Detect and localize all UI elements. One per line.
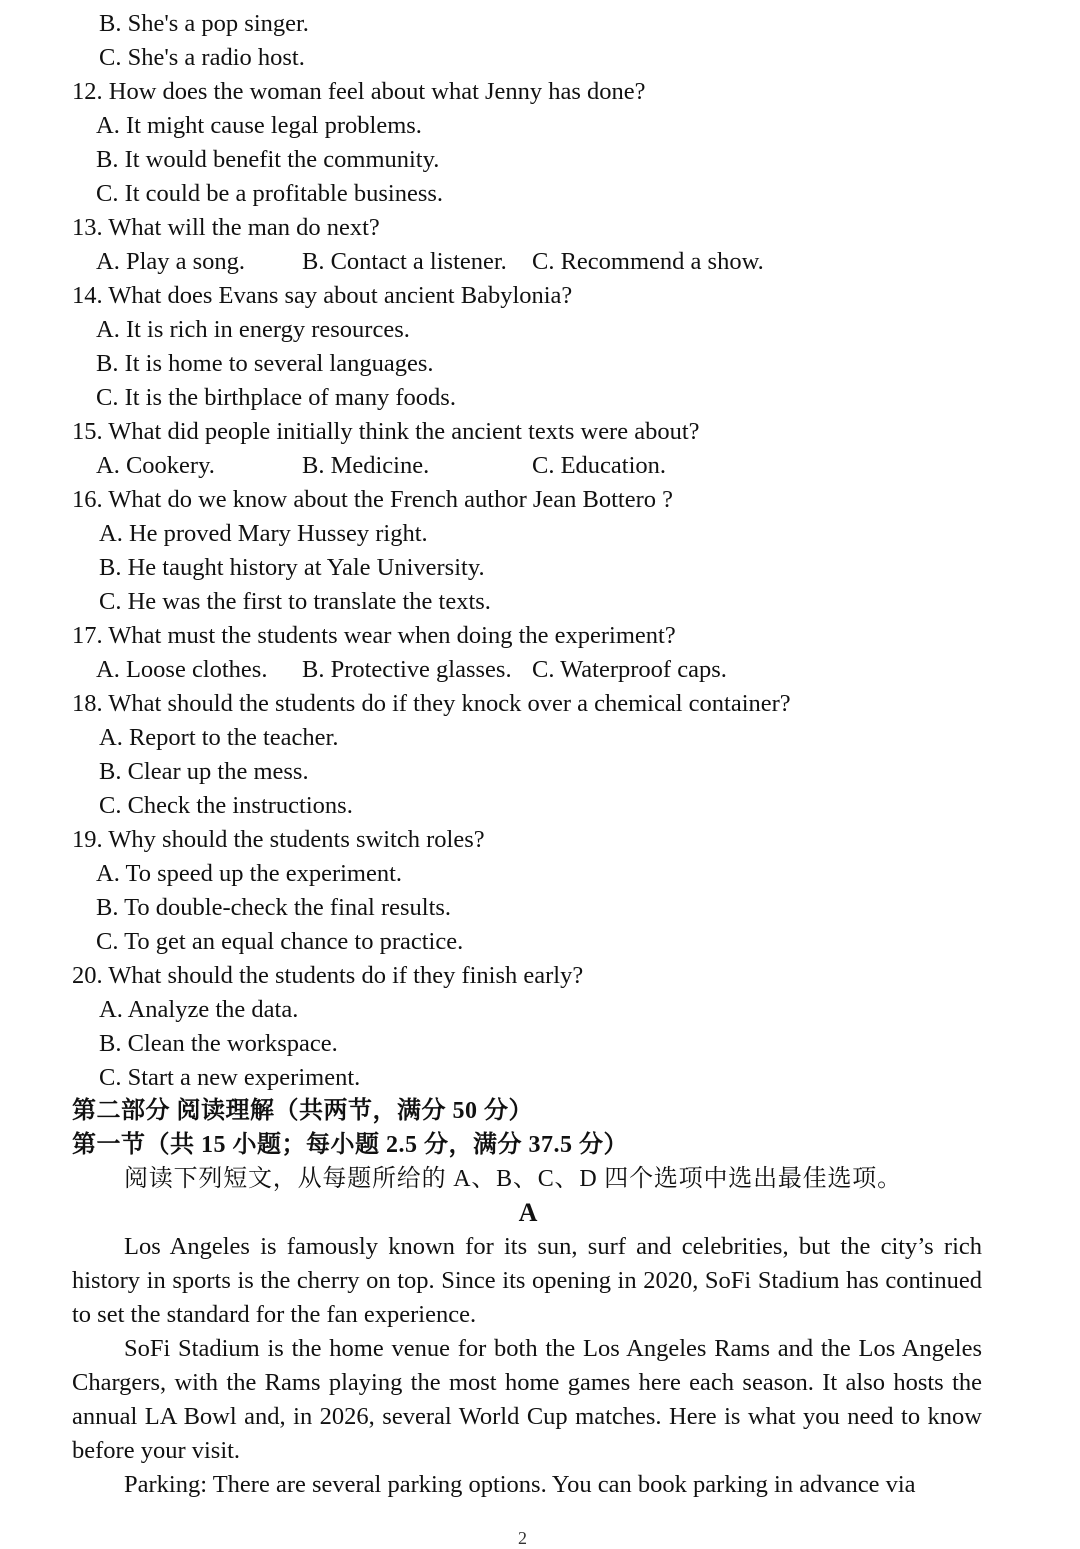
question-20-stem: 20. What should the students do if they finish early? (72, 962, 584, 989)
question-13-option-a: A. Play a song. (96, 248, 246, 275)
question-19-option-b: B. To double-check the final results. (96, 894, 452, 921)
question-17-stem: 17. What must the students wear when doing the experiment? (72, 622, 676, 649)
question-13-option-b: B. Contact a listener. (302, 248, 507, 275)
question-14-stem: 14. What does Evans say about ancient Babylonia? (72, 282, 573, 309)
passage-paragraph-2: SoFi Stadium is the home venue for both the Los Angeles Rams and the Los Angeles Chargers, with the Rams playing the most home games here each season. It also hosts the annual LA Bowl and, in 2026, several World Cup matches. Here is what you need to know before your visit. (72, 1335, 982, 1464)
question-13-stem: 13. What will the man do next? (72, 214, 380, 241)
page-number: 2 (518, 1528, 527, 1548)
question-15-option-a: A. Cookery. (96, 452, 215, 479)
question-19-option-a: A. To speed up the experiment. (96, 860, 403, 887)
passage-paragraph-1: Los Angeles is famously known for its sun, surf and celebrities, but the city’s rich history in sports is the cherry on top. Since its opening in 2020, SoFi Stadium has continued to set the standard for the fan experience. (72, 1233, 982, 1328)
question-17-option-c: C. Waterproof caps. (532, 656, 727, 683)
question-19-option-c: C. To get an equal chance to practice. (96, 928, 464, 955)
question-12-option-a: A. It might cause legal problems. (96, 112, 422, 139)
question-11-option-b: B. She's a pop singer. (99, 10, 309, 37)
part-two-heading: 第二部分 阅读理解（共两节，满分 50 分） (72, 1098, 533, 1124)
question-20-option-b: B. Clean the workspace. (99, 1030, 338, 1057)
question-20-option-a: A. Analyze the data. (99, 996, 299, 1023)
question-14-option-c: C. It is the birthplace of many foods. (96, 384, 456, 411)
question-18-option-c: C. Check the instructions. (99, 792, 353, 819)
question-12-option-b: B. It would benefit the community. (96, 146, 440, 173)
question-16-option-c: C. He was the first to translate the texts. (99, 588, 491, 615)
reading-instructions: 阅读下列短文，从每题所给的 A、B、C、D 四个选项中选出最佳选项。 (124, 1166, 902, 1192)
question-18-option-a: A. Report to the teacher. (99, 724, 339, 751)
question-17-option-a: A. Loose clothes. (96, 656, 268, 683)
question-12-stem: 12. How does the woman feel about what Jenny has done? (72, 78, 646, 105)
question-16-option-a: A. He proved Mary Hussey right. (99, 520, 428, 547)
question-15-option-b: B. Medicine. (302, 452, 430, 479)
question-12-option-c: C. It could be a profitable business. (96, 180, 444, 207)
passage-label: A (518, 1198, 538, 1227)
question-15-stem: 15. What did people initially think the ancient texts were about? (72, 418, 700, 445)
question-19-stem: 19. Why should the students switch roles? (72, 826, 485, 853)
question-15-option-c: C. Education. (532, 452, 667, 479)
question-20-option-c: C. Start a new experiment. (99, 1064, 361, 1091)
question-18-stem: 18. What should the students do if they knock over a chemical container? (72, 690, 791, 717)
section-one-heading: 第一节（共 15 小题；每小题 2.5 分，满分 37.5 分） (72, 1132, 628, 1158)
question-11-option-c: C. She's a radio host. (99, 44, 305, 71)
question-16-stem: 16. What do we know about the French author Jean Bottero ? (72, 486, 674, 513)
question-14-option-b: B. It is home to several languages. (96, 350, 434, 377)
question-14-option-a: A. It is rich in energy resources. (96, 316, 410, 343)
passage-paragraph-3: Parking: There are several parking options. You can book parking in advance via (124, 1471, 916, 1498)
question-13-option-c: C. Recommend a show. (532, 248, 764, 275)
question-18-option-b: B. Clear up the mess. (99, 758, 309, 785)
question-16-option-b: B. He taught history at Yale University. (99, 554, 485, 581)
question-17-option-b: B. Protective glasses. (302, 656, 512, 683)
